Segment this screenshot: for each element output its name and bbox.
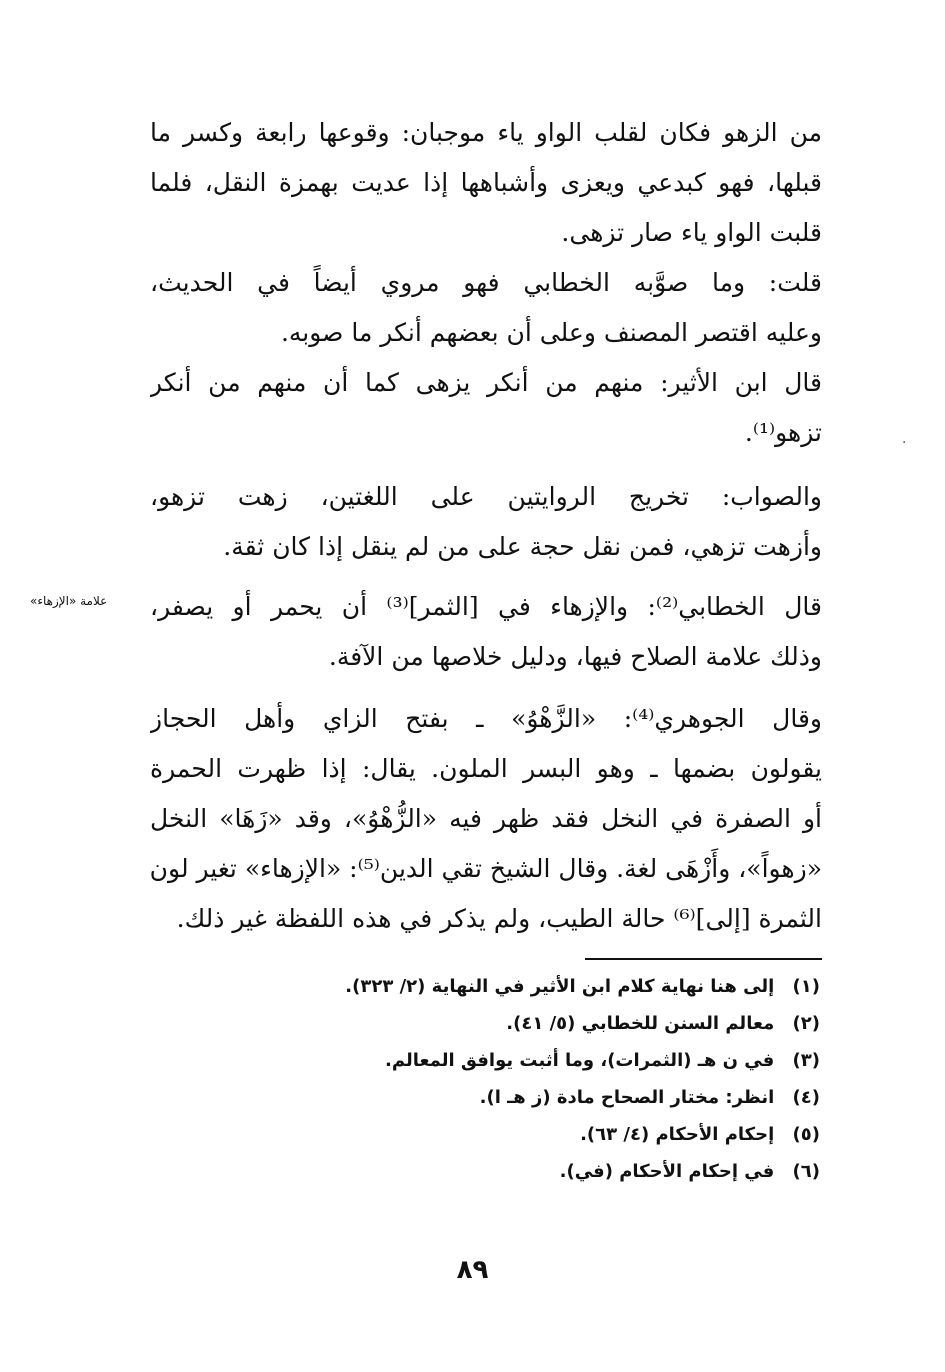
text-line: يقولون بضمها ـ وهو البسر الملون. يقال: إذا ظهرت الحمرة bbox=[150, 754, 822, 783]
footnote-number: (٦) bbox=[792, 1161, 820, 1182]
page-number: ٨٩ bbox=[456, 1255, 489, 1285]
footnote-number: (٣) bbox=[792, 1050, 820, 1071]
footnote-text: معالم السنن للخطابي (٥/ ٤١). bbox=[506, 1013, 775, 1034]
text-line: والصواب: تخريج الروايتين على اللغتين، زهت تزهو، bbox=[150, 482, 822, 511]
text-line: وقال الجوهري⁽⁴⁾: «الزَّهْوُ» ـ بفتح الزاي وأهل الحجاز bbox=[150, 704, 822, 733]
text-line: «زهواً»، وأَزْهَى لغة. وقال الشيخ تقي الدين⁽⁵⁾: «الإزهاء» تغير لون bbox=[150, 854, 822, 883]
footnote-item bbox=[300, 1005, 820, 1042]
text-line: قلت: وما صوَّبه الخطابي فهو مروي أيضاً في الحديث، bbox=[150, 268, 822, 297]
footnote-text: إحكام الأحكام (٤/ ٦٣). bbox=[580, 1124, 775, 1145]
footnote-number: (٤) bbox=[792, 1087, 820, 1108]
footnote-item bbox=[300, 968, 820, 1005]
stray-mark: · bbox=[902, 435, 907, 451]
footnote-item bbox=[300, 1042, 820, 1079]
footnote-number: (١) bbox=[792, 976, 820, 997]
footnote-item bbox=[300, 1079, 820, 1116]
text-line: وذلك علامة الصلاح فيها، ودليل خلاصها من الآفة. bbox=[328, 642, 822, 671]
footnote-text: إلى هنا نهاية كلام ابن الأثير في النهاية (٢/ ٣٢٣). bbox=[345, 976, 775, 997]
footnote-text: في إحكام الأحكام (في). bbox=[559, 1161, 775, 1182]
margin-note: علامة «الإزهاء» bbox=[30, 594, 108, 608]
text-line: من الزهو فكان لقلب الواو ياء موجبان: وقوعها رابعة وكسر ما bbox=[150, 118, 822, 147]
footnote-item bbox=[300, 1153, 820, 1190]
footnote-text: في ن هـ (الثمرات)، وما أثبت يوافق المعالم. bbox=[385, 1050, 775, 1071]
text-line: الثمرة [إلى]⁽⁶⁾ حالة الطيب، ولم يذكر في هذه اللفظة غير ذلك. bbox=[176, 904, 822, 933]
text-line: قلبت الواو ياء صار تزهى. bbox=[561, 218, 822, 247]
text-line: قال ابن الأثير: منهم من أنكر يزهى كما أن منهم من أنكر bbox=[150, 368, 822, 397]
text-line: تزهو⁽¹⁾. bbox=[744, 418, 822, 447]
text-line: قال الخطابي⁽²⁾: والإزهاء في [الثمر]⁽³⁾ أن يحمر أو يصفر، bbox=[150, 592, 822, 621]
text-line: وعليه اقتصر المصنف وعلى أن بعضهم أنكر ما صوبه. bbox=[280, 318, 822, 347]
main-text bbox=[150, 108, 822, 944]
footnote-number: (٥) bbox=[792, 1124, 820, 1145]
footnote-separator bbox=[585, 958, 822, 960]
text-line: قبلها، فهو كبدعي ويعزى وأشباهها إذا عديت بهمزة النقل، فلما bbox=[150, 168, 822, 197]
footnotes bbox=[300, 968, 820, 1190]
footnote-number: (٢) bbox=[792, 1013, 820, 1034]
text-line: أو الصفرة في النخل فقد ظهر فيه «الزُّهْوُ»، وقد «زَهَا» النخل bbox=[150, 804, 822, 833]
footnote-item bbox=[300, 1116, 820, 1153]
text-line: وأزهت تزهي، فمن نقل حجة على من لم ينقل إذا كان ثقة. bbox=[223, 532, 822, 561]
footnote-text: انظر: مختار الصحاح مادة (ز هـ ا). bbox=[479, 1087, 775, 1108]
